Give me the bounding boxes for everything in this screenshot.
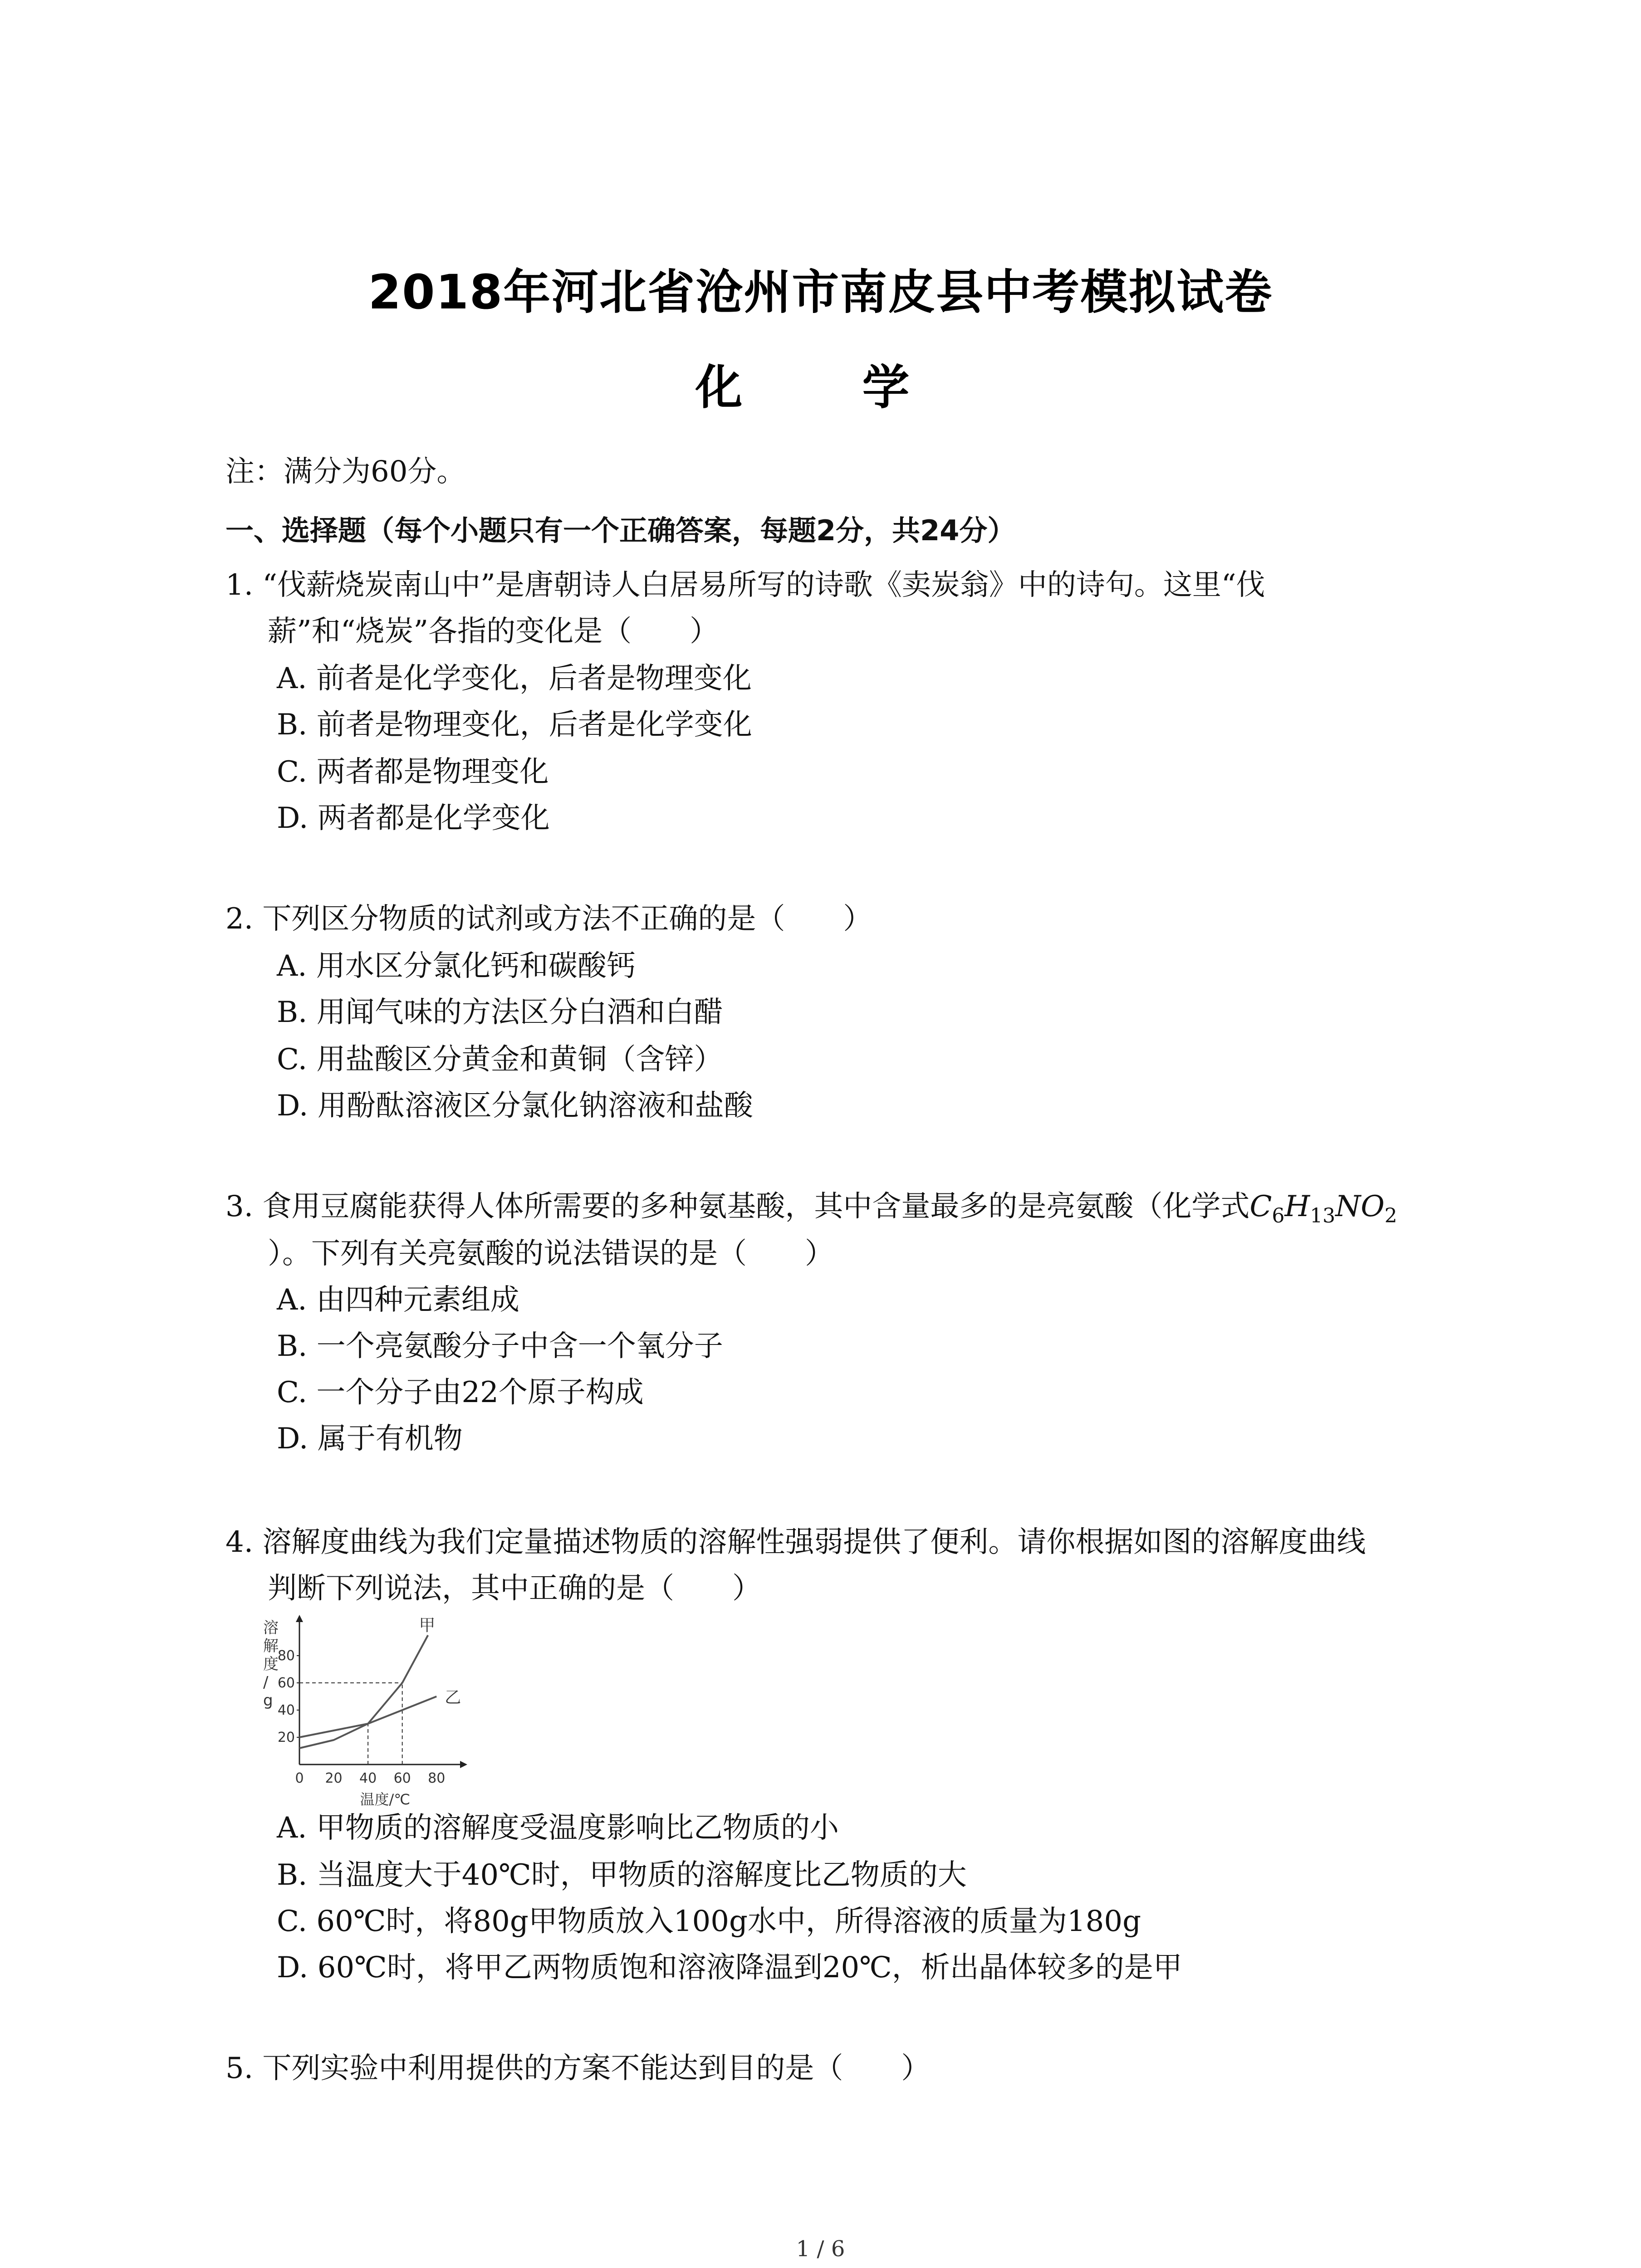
q1-option-b[interactable]: B. 前者是物理变化，后者是化学变化 — [277, 708, 752, 742]
q3-option-b[interactable]: B. 一个亮氨酸分子中含一个氧分子 — [277, 1330, 723, 1363]
score-note: 注：满分为60分。 — [225, 455, 466, 489]
y-axis-label: 溶解度/ g — [263, 1619, 279, 1710]
page-number: 1 / 6 — [796, 2236, 845, 2262]
q1-option-d[interactable]: D. 两者都是化学变化 — [277, 802, 550, 835]
q2-stem: 2. 下列区分物质的试剂或方法不正确的是（ ） — [225, 902, 872, 936]
exam-title: 2018年河北省沧州市南皮县中考模拟试卷 — [368, 264, 1273, 320]
y-tick-label: 80 — [277, 1648, 295, 1664]
series-label: 乙 — [445, 1688, 461, 1707]
formula-h-sub: 13 — [1310, 1204, 1336, 1227]
q3-option-c[interactable]: C. 一个分子由22个原子构成 — [277, 1376, 644, 1409]
series-line-jia — [299, 1635, 428, 1748]
section-heading: 一、选择题（每个小题只有一个正确答案，每题2分，共24分） — [225, 514, 1016, 547]
formula-c-sub: 6 — [1272, 1204, 1285, 1227]
q4-option-b[interactable]: B. 当温度大于40℃时，甲物质的溶解度比乙物质的大 — [277, 1858, 967, 1892]
q1-option-c[interactable]: C. 两者都是物理变化 — [277, 755, 549, 789]
q2-option-a[interactable]: A. 用水区分氯化钙和碳酸钙 — [277, 949, 636, 983]
q1-stem-line1: 1. “伐薪烧炭南山中”是唐朝诗人白居易所写的诗歌《卖炭翁》中的诗句。这里“伐 — [225, 568, 1265, 602]
x-tick-label: 0 — [295, 1770, 304, 1786]
q2-option-d[interactable]: D. 用酚酞溶液区分氯化钠溶液和盐酸 — [277, 1089, 753, 1123]
x-tick-label: 20 — [325, 1770, 343, 1786]
q4-option-d[interactable]: D. 60℃时，将甲乙两物质饱和溶液降温到20℃，析出晶体较多的是甲 — [277, 1951, 1182, 1984]
q2-option-c[interactable]: C. 用盐酸区分黄金和黄铜（含锌） — [277, 1043, 723, 1076]
q2-option-b[interactable]: B. 用闻气味的方法区分白酒和白醋 — [277, 996, 723, 1029]
formula-o-sub: 2 — [1384, 1204, 1397, 1227]
y-axis-arrow — [296, 1615, 303, 1622]
q3-option-d[interactable]: D. 属于有机物 — [277, 1422, 463, 1456]
q3-option-a[interactable]: A. 由四种元素组成 — [277, 1283, 519, 1317]
y-tick-label: 40 — [277, 1702, 295, 1718]
x-tick-label: 80 — [428, 1770, 446, 1786]
x-tick-label: 40 — [359, 1770, 377, 1786]
q4-option-c[interactable]: C. 60℃时，将80g甲物质放入100g水中，所得溶液的质量为180g — [277, 1905, 1141, 1938]
formula-no: NO — [1335, 1190, 1385, 1223]
subject-title: 化 学 — [695, 360, 946, 415]
q4-option-a[interactable]: A. 甲物质的溶解度受温度影响比乙物质的小 — [277, 1811, 839, 1845]
q4-stem-line2: 判断下列说法，其中正确的是（ ） — [268, 1572, 761, 1605]
y-tick-label: 60 — [277, 1675, 295, 1691]
q3-stem-line1 — [225, 1188, 1397, 1234]
solubility-chart — [254, 1615, 481, 1810]
q4-stem-line1: 4. 溶解度曲线为我们定量描述物质的溶解性强弱提供了便利。请你根据如图的溶解度曲线 — [225, 1525, 1366, 1559]
x-axis-arrow — [460, 1761, 467, 1768]
x-axis-label: 温度/℃ — [360, 1791, 411, 1808]
q3-stem-line2: ）。下列有关亮氨酸的说法错误的是（ ） — [268, 1237, 834, 1271]
y-tick-label: 20 — [277, 1730, 295, 1745]
q3-stem-text: 3. 食用豆腐能获得人体所需要的多种氨基酸，其中含量最多的是亮氨酸（化学式 — [225, 1190, 1250, 1223]
q1-stem-line2: 薪”和“烧炭”各指的变化是（ ） — [268, 615, 719, 648]
q1-option-a[interactable]: A. 前者是化学变化，后者是物理变化 — [277, 662, 752, 695]
formula-c: C — [1249, 1190, 1272, 1223]
x-tick-label: 60 — [393, 1770, 411, 1786]
series-label: 甲 — [419, 1616, 436, 1635]
q5-stem: 5. 下列实验中利用提供的方案不能达到目的是（ ） — [225, 2052, 931, 2085]
formula-h: H — [1284, 1190, 1310, 1223]
